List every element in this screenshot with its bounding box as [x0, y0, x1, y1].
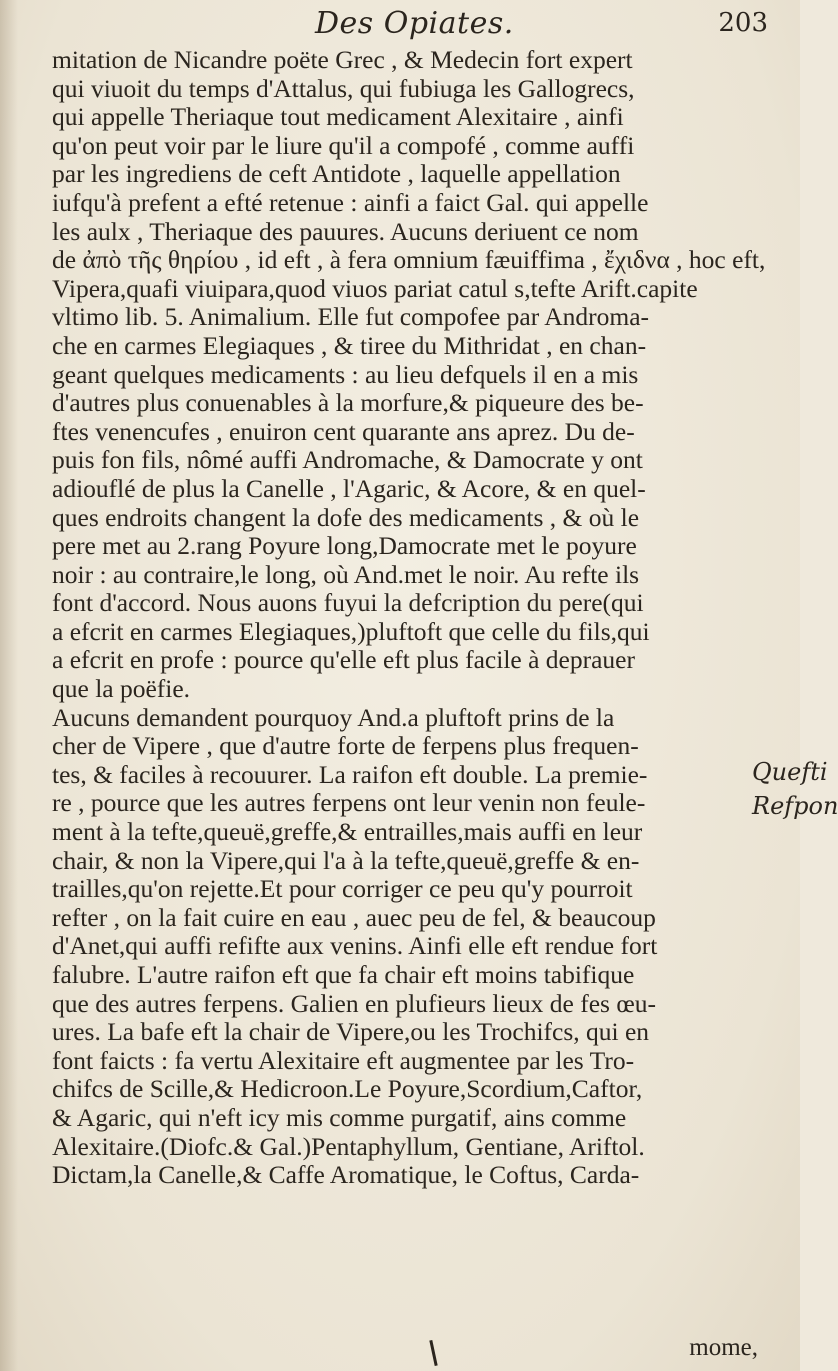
- text-line: falubre. L'autre raifon eft que fa chair eft moins tabifique: [52, 960, 635, 989]
- marginal-note: [752, 755, 838, 823]
- text-line: qui viuoit du temps d'Attalus, qui fubiuga les Gallogrecs,: [52, 73, 635, 103]
- text-line: que des autres ferpens. Galien en plufieurs lieux de fes œu-: [52, 988, 656, 1018]
- text-line: trailles,qu'on rejette.Et pour corriger ce peu qu'y pourroit: [52, 874, 633, 904]
- text-line: re , pource que les autres ferpens ont leur venin non feule-: [52, 788, 646, 818]
- page-number: 203: [718, 8, 768, 38]
- body-text: [52, 45, 766, 1190]
- text-line: adiouflé de plus la Canelle , l'Agaric, & Acore, & en quel-: [52, 473, 646, 503]
- text-line: a efcrit en carmes Elegiaques,)pluftoft que celle du fils,qui: [52, 616, 650, 646]
- text-line: les aulx , Theriaque des pauures. Aucuns deriuent ce nom: [52, 216, 639, 246]
- text-line: font d'accord. Nous auons fuyui la defcription du pere(qui: [52, 588, 644, 618]
- text-line: vltimo lib. 5. Animalium. Elle fut compofee par Androma-: [52, 302, 650, 332]
- text-line: pere met au 2.rang Poyure long,Damocrate met le poyure: [52, 531, 637, 561]
- catchword: mome,: [689, 1334, 758, 1361]
- text-line: cher de Vipere , que d'autre forte de ferpens plus frequen-: [52, 731, 639, 761]
- text-line: chair, & non la Vipere,qui l'a à la tefte,queuë,greffe & en-: [52, 845, 640, 875]
- text-line: font faicts : fa vertu Alexitaire eft augmentee par les Tro-: [52, 1045, 635, 1075]
- text-line: que la poëfie.: [52, 674, 191, 704]
- text-line: ftes venencufes , enuiron cent quarante ans aprez. Du de-: [52, 416, 635, 446]
- marginal-note-question: Quefti: [752, 758, 828, 786]
- text-line: de ἀπὸ τῆς θηρίου , id eft , à fera omnium fæuiffima , ἔχιδνα , hoc eft,: [52, 245, 766, 275]
- text-line: Dictam,la Canelle,& Caffe Aromatique, le Coftus, Carda-: [52, 1160, 640, 1190]
- page-gutter-shadow: [0, 0, 18, 1371]
- text-line: tes, & faciles à recouurer. La raifon eft double. La premie-: [52, 759, 648, 789]
- text-line: Aucuns demandent pourquoy And.a pluftoft prins de la: [52, 702, 615, 732]
- running-head: [60, 6, 780, 46]
- text-line: refter , on la fait cuire en eau , auec peu de fel, & beaucoup: [52, 902, 656, 932]
- running-head-title: Des Opiates.: [315, 6, 514, 41]
- text-line: qu'on peut voir par le liure qu'il a compofé , comme auffi: [52, 130, 635, 160]
- text-line: qui appelle Theriaque tout medicament Alexitaire , ainfi: [52, 102, 624, 132]
- text-line: noir : au contraire,le long, où And.met le noir. Au refte ils: [52, 559, 640, 589]
- ink-mark: [430, 1340, 444, 1371]
- text-line: geant quelques medicaments : au lieu defquels il en a mis: [52, 359, 639, 389]
- text-line: che en carmes Elegiaques , & tiree du Mithridat , en chan-: [52, 330, 647, 360]
- marginal-note-response: Refpon: [752, 792, 838, 820]
- text-line: par les ingrediens de ceft Antidote , laquelle appellation: [52, 159, 621, 189]
- text-line: Alexitaire.(Diofc.& Gal.)Pentaphyllum, Gentiane, Ariftol.: [52, 1131, 645, 1161]
- text-line: mitation de Nicandre poëte Grec , & Medecin fort expert: [52, 45, 633, 74]
- text-line: d'autres plus conuenables à la morfure,& piqueure des be-: [52, 388, 644, 418]
- text-line: Vipera,quafi viuipara,quod viuos pariat catul s,tefte Arift.capite: [52, 273, 698, 303]
- text-line: ment à la tefte,queuë,greffe,& entrailles,mais auffi en leur: [52, 817, 643, 847]
- text-line: & Agaric, qui n'eft icy mis comme purgatif, ains comme: [52, 1102, 627, 1132]
- text-line: chifcs de Scille,& Hedicroon.Le Poyure,Scordium,Caftor,: [52, 1074, 643, 1104]
- text-line: a efcrit en profe : pource qu'elle eft plus facile à deprauer: [52, 645, 635, 675]
- text-line: ures. La bafe eft la chair de Vipere,ou les Trochifcs, qui en: [52, 1017, 650, 1047]
- text-line: iufqu'à prefent a efté retenue : ainfi a faict Gal. qui appelle: [52, 187, 649, 217]
- text-line: ques endroits changent la dofe des medicaments , & où le: [52, 502, 640, 532]
- text-line: d'Anet,qui auffi refifte aux venins. Ainfi elle eft rendue fort: [52, 931, 658, 961]
- text-line: puis fon fils, nômé auffi Andromache, & Damocrate y ont: [52, 445, 643, 475]
